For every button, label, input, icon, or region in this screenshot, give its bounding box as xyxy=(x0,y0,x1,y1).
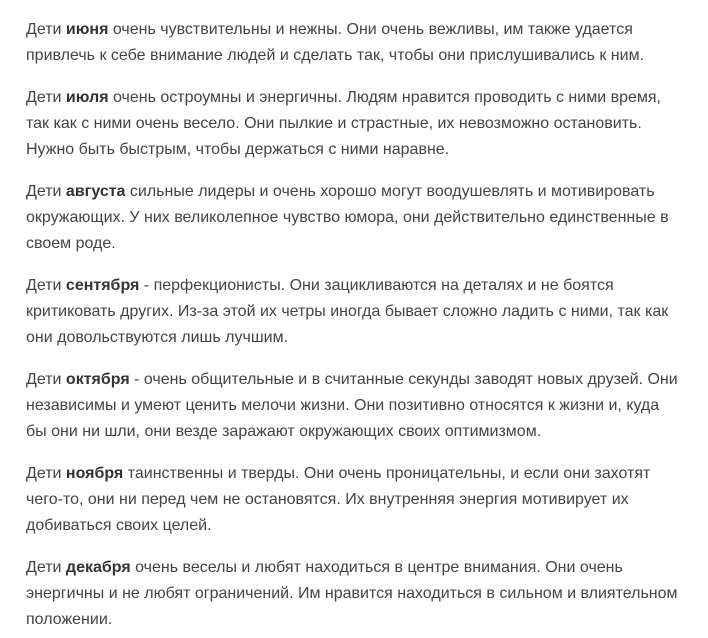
paragraph-september xyxy=(26,273,682,351)
month-name-october: октября xyxy=(65,371,130,388)
paragraph-lead: Дети xyxy=(26,371,66,388)
paragraph-text: очень веселы и любят находиться в центре внимания. Они очень энергичны и не любят ограничений. Им нравится находиться в сильном и влиятельном положении. xyxy=(26,559,678,628)
paragraph-text: таинственны и тверды. Они очень проницательны, и если они захотят чего-то, они ни перед чем не остановятся. Их внутренняя энергия мотивирует их добиваться своих целей. xyxy=(26,465,651,534)
paragraph-july xyxy=(26,85,682,163)
paragraph-lead: Дети xyxy=(26,559,66,576)
paragraph-june xyxy=(26,17,682,69)
paragraph-text: очень остроумны и энергичны. Людям нравится проводить с ними время, так как с ними очень весело. Они пылкие и страстные, их невозможно остановить. Нужно быть быстрым, чтобы держаться с ними наравне. xyxy=(26,89,661,158)
paragraph-november xyxy=(26,461,682,539)
month-name-december: декабря xyxy=(65,559,131,576)
paragraph-lead: Дети xyxy=(26,183,66,200)
paragraph-text: очень чувствительны и нежны. Они очень вежливы, им также удается привлечь к себе внимание людей и сделать так, чтобы они прислушивались к ним. xyxy=(26,21,645,64)
paragraph-lead: Дети xyxy=(26,89,66,106)
paragraph-lead: Дети xyxy=(26,465,66,482)
paragraph-august xyxy=(26,179,682,257)
paragraph-text: - перфекционисты. Они зацикливаются на деталях и не боятся критиковать других. Из-за этой их четры иногда бывает сложно ладить с ними, так как они довольствуются лишь лучшим. xyxy=(26,277,669,346)
paragraph-text: сильные лидеры и очень хорошо могут воодушевлять и мотивировать окружающих. У них великолепное чувство юмора, они действительно единственные в своем роде. xyxy=(26,183,669,252)
paragraph-december xyxy=(26,555,682,633)
month-name-june: июня xyxy=(65,21,109,38)
month-name-september: сентября xyxy=(65,277,140,294)
month-name-november: ноября xyxy=(65,465,124,482)
month-name-july: июля xyxy=(65,89,109,106)
paragraph-lead: Дети xyxy=(26,21,66,38)
paragraph-october xyxy=(26,367,682,445)
paragraph-text: - очень общительные и в считанные секунды заводят новых друзей. Они независимы и умеют ценить мелочи жизни. Они позитивно относятся к жизни и, куда бы они ни шли, они везде заражают окружающих своих оптимизмом. xyxy=(26,371,678,440)
paragraph-lead: Дети xyxy=(26,277,66,294)
month-name-august: августа xyxy=(65,183,126,200)
